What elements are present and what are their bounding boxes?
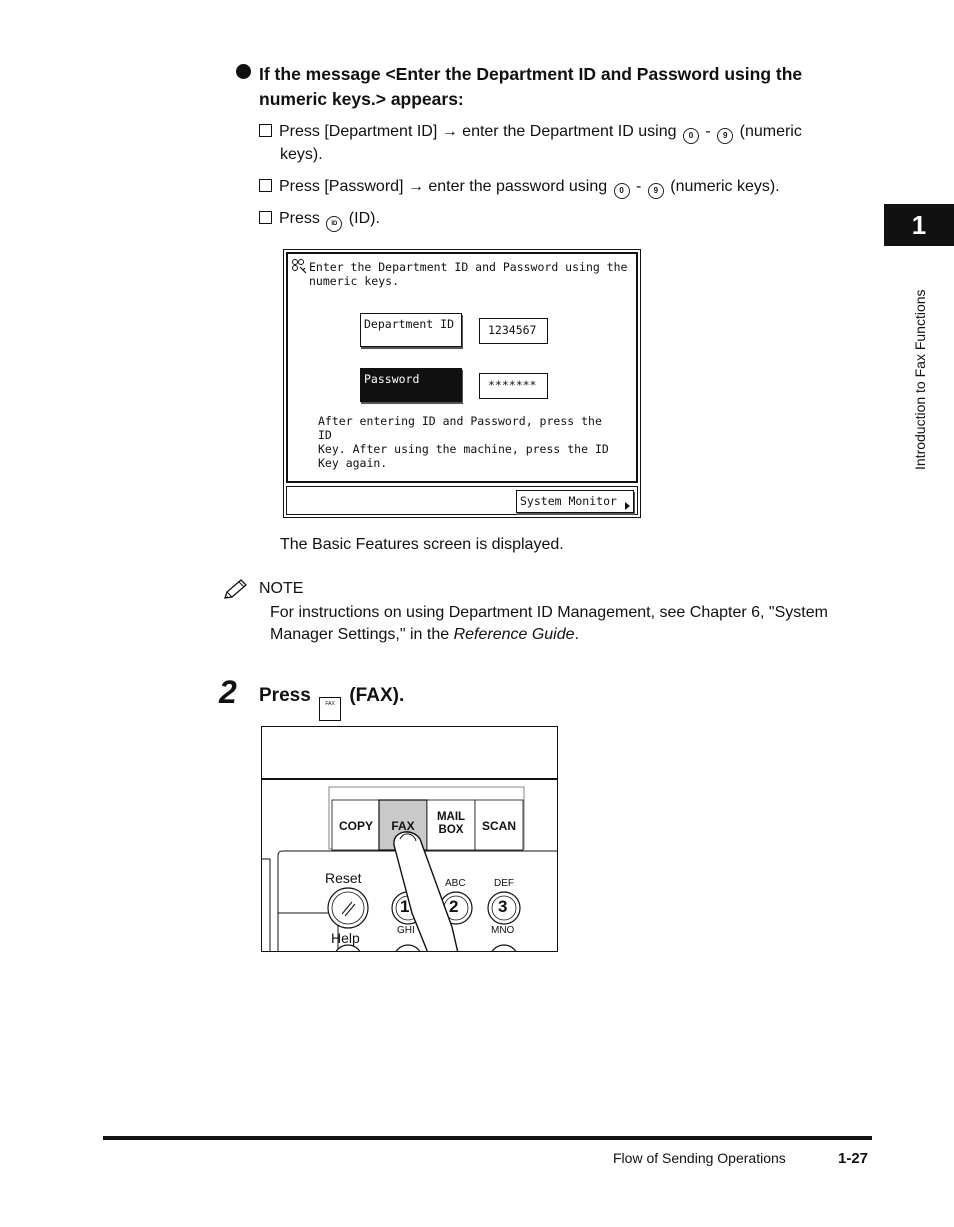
section-heading — [259, 62, 859, 112]
copy-key-label: COPY — [338, 819, 373, 833]
help-label: Help — [331, 930, 360, 946]
fax-key-label: FAX — [391, 819, 415, 833]
ghi-label: GHI — [397, 925, 415, 936]
panel-drawing — [262, 727, 558, 952]
control-panel-illustration — [261, 726, 558, 952]
department-id-field[interactable]: 1234567 — [479, 318, 548, 344]
fax-key-icon: FAX — [319, 697, 341, 721]
arrow-icon: → — [407, 178, 424, 195]
footer-title: Flow of Sending Operations — [613, 1150, 786, 1166]
note-text: For instructions on using Department ID Management, see Chapter 6, "System Manager Settings," in the Reference Guide. — [270, 604, 828, 643]
reset-label: Reset — [325, 870, 362, 886]
key-1-label: 1 — [400, 897, 410, 916]
scan-key-label: SCAN — [481, 819, 516, 833]
checkbox-icon — [259, 211, 272, 224]
key-0-icon: 0 — [683, 128, 699, 144]
mno-label: MNO — [491, 925, 515, 936]
step-id-key: Press ID (ID). — [259, 208, 380, 232]
pencil-note-icon — [222, 578, 250, 602]
id-key-icon: ID — [326, 216, 342, 232]
triangle-right-icon — [625, 502, 630, 510]
password-field[interactable]: ******* — [479, 373, 548, 399]
step-2-text: Press FAX (FAX). — [259, 685, 404, 721]
checkbox-icon — [259, 179, 272, 192]
step-department-id: Press [Department ID] → enter the Department ID using 0 - 9 (numeric keys). — [259, 121, 849, 166]
heading-line-2: numeric keys.> appears: — [259, 89, 464, 109]
def-label: DEF — [494, 878, 514, 889]
key-0-icon: 0 — [614, 183, 630, 199]
lcd-message: Enter the Department ID and Password using the numeric keys. — [309, 260, 628, 288]
chapter-title: Introduction to Fax Functions — [912, 289, 928, 470]
heading-line-1: If the message <Enter the Department ID and Password using the — [259, 64, 803, 84]
bullet-icon — [236, 64, 251, 79]
system-monitor-button[interactable]: System Monitor — [516, 490, 634, 513]
key-9-icon: 9 — [648, 183, 664, 199]
password-button[interactable]: Password — [360, 368, 462, 402]
checkbox-icon — [259, 124, 272, 137]
chapter-tab: 1 — [884, 204, 954, 246]
key-2-label: 2 — [449, 897, 459, 916]
page-number: 1-27 — [838, 1150, 869, 1167]
step-password: Press [Password] → enter the password using 0 - 9 (numeric keys). — [259, 176, 780, 199]
mail-box-key-label: MAIL BOX — [436, 811, 466, 836]
lcd-instructions: After entering ID and Password, press the ID Key. After using the machine, press the ID Key again. — [318, 414, 609, 470]
keys-icon — [291, 258, 307, 274]
reference-guide-title: Reference Guide — [453, 626, 575, 643]
caption: The Basic Features screen is displayed. — [280, 536, 564, 553]
step-number: 2 — [219, 674, 237, 710]
abc-label: ABC — [445, 878, 466, 889]
key-9-icon: 9 — [717, 128, 733, 144]
key-3-label: 3 — [498, 897, 508, 916]
arrow-icon: → — [441, 123, 458, 140]
footer-rule — [103, 1136, 872, 1140]
note-label: NOTE — [259, 580, 304, 597]
department-id-button[interactable]: Department ID — [360, 313, 462, 347]
